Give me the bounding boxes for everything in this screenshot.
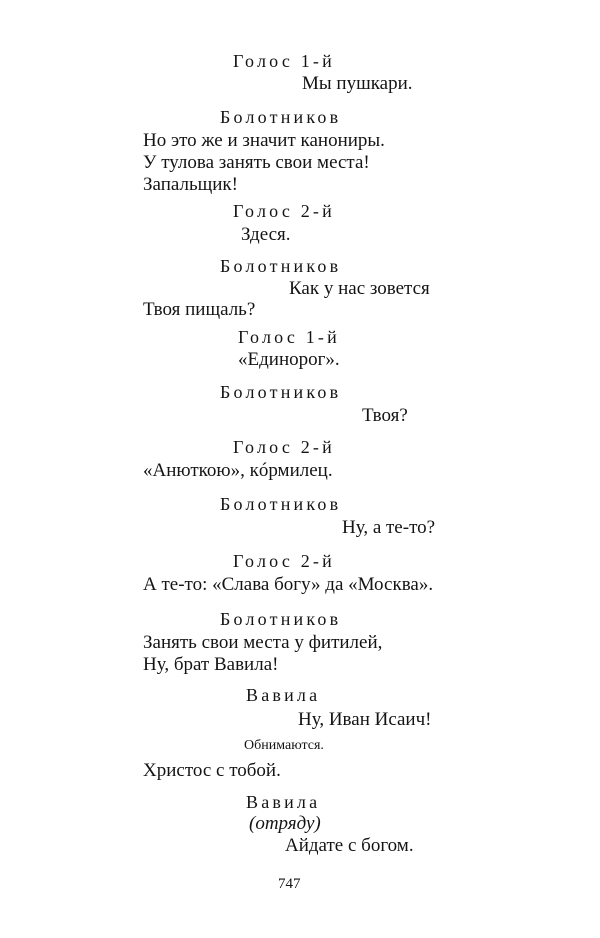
speaker-voice-1: Голос 1-й — [233, 51, 335, 71]
speaker-bolotnikov: Болотников — [220, 256, 342, 276]
speaker-bolotnikov: Болотников — [220, 107, 342, 127]
speech-line: «Анюткою», кóрмилец. — [143, 460, 333, 481]
speech-line: Мы пушкари. — [302, 73, 413, 94]
speech-line: Твоя пищаль? — [143, 299, 256, 320]
speech-line: «Единорог». — [238, 349, 340, 370]
speaker-bolotnikov: Болотников — [220, 494, 342, 514]
speaker-bolotnikov: Болотников — [220, 382, 342, 402]
speech-line: Занять свои места у фитилей, — [143, 632, 383, 653]
speech-line: Здеся. — [241, 224, 291, 245]
speaker-voice-2: Голос 2-й — [233, 551, 335, 571]
speech-line: Твоя? — [362, 405, 408, 426]
speaker-voice-2: Голос 2-й — [233, 437, 335, 457]
speech-line: Айдате с богом. — [285, 835, 414, 856]
speech-line: Как у нас зовется — [289, 278, 430, 299]
speaker-bolotnikov: Болотников — [220, 609, 342, 629]
stage-direction: Обнимаются. — [244, 738, 324, 753]
page-number: 747 — [278, 876, 301, 892]
speech-line: А те-то: «Слава богу» да «Москва». — [143, 574, 434, 595]
speech-line: Но это же и значит канониры. — [143, 130, 385, 151]
speech-line: Ну, а те-то? — [342, 517, 436, 538]
speaker-voice-1: Голос 1-й — [238, 327, 340, 347]
speaker-vavila: Вавила — [246, 792, 321, 812]
speech-line: У тулова занять свои места! — [143, 152, 370, 173]
speech-line: Христос с тобой. — [143, 760, 281, 781]
speech-line: Запальщик! — [143, 174, 238, 195]
speech-line: Ну, брат Вавила! — [143, 654, 279, 675]
speaker-voice-2: Голос 2-й — [233, 201, 335, 221]
speech-line: Ну, Иван Исаич! — [298, 709, 432, 730]
speaker-vavila: Вавила — [246, 685, 321, 705]
stage-aside: (отряду) — [249, 813, 321, 834]
